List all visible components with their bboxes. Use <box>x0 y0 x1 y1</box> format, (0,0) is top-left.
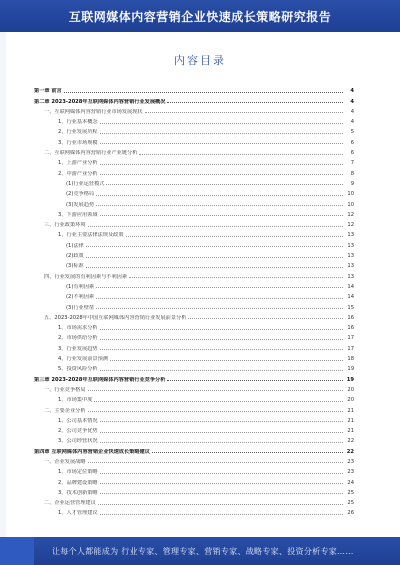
toc-entry-title: 3、技术创新策略 <box>58 489 98 496</box>
toc-entry[interactable] <box>34 506 354 516</box>
toc-leader-dots <box>86 257 343 258</box>
toc-entry[interactable] <box>34 228 354 238</box>
toc-entry-page: 4 <box>350 88 354 95</box>
toc-entry-title: (3)发展趋势 <box>66 201 95 208</box>
toc-entry-page: 10 <box>347 191 354 198</box>
toc-entry-page: 10 <box>347 201 354 208</box>
toc-leader-dots <box>96 298 343 299</box>
toc-leader-dots <box>129 277 343 278</box>
toc-entry-title: (1)行业运营模式 <box>66 180 105 187</box>
toc-entry[interactable] <box>34 331 354 341</box>
toc-entry-title: 2、行业发展历程 <box>58 129 98 136</box>
toc-leader-dots <box>100 483 343 484</box>
toc-entry-page: 23 <box>347 458 354 465</box>
toc-entry-page: 13 <box>347 232 354 239</box>
toc-entry[interactable] <box>34 465 354 475</box>
toc-entry-page: 13 <box>347 242 354 249</box>
toc-entry-page: 6 <box>350 139 354 146</box>
toc-entry-page: 16 <box>347 314 354 321</box>
toc-entry[interactable] <box>34 197 354 207</box>
toc-entry-page: 4 <box>350 119 354 126</box>
toc-entry[interactable] <box>34 455 354 465</box>
toc-leader-dots <box>126 236 343 237</box>
toc-leader-dots <box>100 442 343 443</box>
report-header <box>0 0 400 32</box>
toc-entry-page: 24 <box>347 479 354 486</box>
toc-entry-page: 13 <box>347 263 354 270</box>
toc-entry[interactable] <box>34 249 354 259</box>
toc-entry-title: (2)政策 <box>66 253 84 260</box>
toc-entry[interactable] <box>34 341 354 351</box>
toc-entry-title: 3、行业市场规模 <box>58 139 98 146</box>
toc-leader-dots <box>100 123 343 124</box>
toc-leader-dots <box>167 102 343 103</box>
toc-entry-title: 5、投资风险分析 <box>58 366 98 373</box>
toc-entry[interactable] <box>34 444 354 454</box>
toc-leader-dots <box>100 493 343 494</box>
toc-entry-page: 12 <box>347 211 354 218</box>
toc-entry-page: 25 <box>347 489 354 496</box>
toc-entry-title: 第二章 2023-2028年互联网媒体内容营销行业发展概况 <box>34 98 166 105</box>
toc-entry-title: 2、市场供给分析 <box>58 335 98 342</box>
toc-entry-page: 22 <box>347 438 354 445</box>
toc-entry-page: 23 <box>347 469 354 476</box>
toc-entry-title: 二、主要企业分析 <box>44 407 86 414</box>
toc-entry[interactable] <box>34 414 354 424</box>
toc-entry-title: 一、行业竞争格局 <box>44 386 86 393</box>
toc-entry[interactable] <box>34 208 354 218</box>
toc-leader-dots <box>98 504 343 505</box>
toc-entry[interactable] <box>34 424 354 434</box>
report-title: 互联网媒体内容营销企业快速成长策略研究报告 <box>68 9 332 24</box>
toc-leader-dots <box>100 339 343 340</box>
toc-entry-page: 20 <box>347 397 354 404</box>
toc-entry-title: 二、互联网媒体内容营销行业产业链分析 <box>44 150 138 157</box>
toc-leader-dots <box>96 205 343 206</box>
toc-leader-dots <box>110 360 343 361</box>
toc-entry-title: 1、人才管理建议 <box>58 510 98 517</box>
toc-entry-page: 14 <box>347 283 354 290</box>
toc-entry[interactable] <box>34 300 354 310</box>
toc-entry-page: 21 <box>347 407 354 414</box>
toc-entry-title: 二、企业运营管理建议 <box>44 500 96 507</box>
toc-leader-dots <box>145 112 343 113</box>
toc-entry-page: 19 <box>346 376 354 383</box>
toc-leader-dots <box>100 133 343 134</box>
toc-entry-page: 8 <box>350 170 354 177</box>
toc-leader-dots <box>100 215 343 216</box>
toc-entry-title: 2、品牌建设策略 <box>58 479 98 486</box>
toc-leader-dots <box>94 401 343 402</box>
toc-entry-title: (3)行业壁垒 <box>66 304 95 311</box>
toc-entry[interactable] <box>34 393 354 403</box>
toc-entry-title: 一、互联网媒体内容营销行业市场发展现状 <box>44 108 143 115</box>
toc-entry-title: 1、行业基本概念 <box>58 119 98 126</box>
toc-entry[interactable] <box>34 156 354 166</box>
toc-entry[interactable] <box>34 290 354 300</box>
toc-entry-title: 1、市场集中度 <box>58 397 93 404</box>
toc-entry-page: 19 <box>347 366 354 373</box>
toc-entry[interactable] <box>34 115 354 125</box>
toc-entry-title: 五、2023-2028年中国互联网媒体内容营销行业发展前景分析 <box>44 314 187 321</box>
toc-entry-title: 三、行业政策环境 <box>44 222 86 229</box>
toc-entry-page: 17 <box>347 335 354 342</box>
toc-leader-dots <box>100 514 343 515</box>
toc-leader-dots <box>100 432 343 433</box>
toc-entry-page: 4 <box>350 108 354 115</box>
toc-entry[interactable] <box>34 84 354 94</box>
toc-entry-page: 17 <box>347 345 354 352</box>
toc-entry[interactable] <box>34 496 354 506</box>
toc-leader-dots <box>100 174 343 175</box>
toc-leader-dots <box>64 92 343 93</box>
toc-entry-page: 25 <box>347 500 354 507</box>
toc-entry[interactable] <box>34 166 354 176</box>
toc-leader-dots <box>139 154 343 155</box>
toc-entry-title: 四、行业发展的有利因素与不利因素 <box>44 273 128 280</box>
toc-entry[interactable] <box>34 187 354 197</box>
toc-leader-dots <box>100 164 343 165</box>
toc-entry[interactable] <box>34 177 354 187</box>
toc-entry-page: 21 <box>347 417 354 424</box>
toc-entry[interactable] <box>34 280 354 290</box>
toc-entry[interactable] <box>34 269 354 279</box>
toc-entry-title: 3、行业发展趋势 <box>58 345 98 352</box>
toc-entry-page: 21 <box>347 428 354 435</box>
toc-entry-title: (2)不利因素 <box>66 294 95 301</box>
footer-accent-block <box>0 537 34 565</box>
toc-entry-title: (1)法律 <box>66 242 84 249</box>
toc-entry[interactable] <box>34 259 354 269</box>
toc-entry[interactable] <box>34 238 354 248</box>
toc-leader-dots <box>100 349 343 350</box>
toc-entry[interactable] <box>34 311 354 321</box>
toc-entry-title: 2、公司竞争优势 <box>58 428 98 435</box>
toc-leader-dots <box>96 195 343 196</box>
toc-leader-dots <box>96 287 343 288</box>
toc-entry-title: (3)标准 <box>66 263 84 270</box>
report-footer <box>0 537 400 565</box>
toc-entry-page: 7 <box>350 160 354 167</box>
toc-leader-dots <box>100 370 343 371</box>
toc-entry[interactable] <box>34 383 354 393</box>
toc-heading: 内容目录 <box>174 54 226 67</box>
toc-entry[interactable] <box>34 372 354 382</box>
toc-leader-dots <box>96 308 343 309</box>
toc-entry[interactable] <box>34 403 354 413</box>
toc-entry-title: 3、公司经营状况 <box>58 438 98 445</box>
toc-entry-page: 16 <box>347 325 354 332</box>
toc-entry-page: 15 <box>347 304 354 311</box>
toc-entry-page: 26 <box>347 510 354 517</box>
toc-entry[interactable] <box>34 434 354 444</box>
toc-entry-page: 18 <box>347 356 354 363</box>
toc-leader-dots <box>88 390 343 391</box>
toc-entry-title: (1)有利因素 <box>66 283 95 290</box>
toc-entry-page: 20 <box>347 386 354 393</box>
toc-entry-title: (2)竞争格局 <box>66 191 95 198</box>
toc-entry-title: 1、市场需求分析 <box>58 325 98 332</box>
toc-entry-title: 1、行业主要法律法规及政策 <box>58 232 124 239</box>
toc-entry-page: 22 <box>346 448 354 455</box>
toc-entry-title: 2、中游产业分析 <box>58 170 98 177</box>
toc-entry[interactable] <box>34 218 354 228</box>
toc-leader-dots <box>86 267 343 268</box>
toc-entry-page: 5 <box>350 129 354 136</box>
toc-leader-dots <box>88 462 343 463</box>
toc-entry-page: 14 <box>347 294 354 301</box>
toc-entry-title: 1、上游产业分析 <box>58 160 98 167</box>
toc-entry[interactable] <box>34 135 354 145</box>
toc-entry[interactable] <box>34 486 354 496</box>
left-margin-band <box>0 32 6 537</box>
toc-leader-dots <box>86 246 343 247</box>
toc-leader-dots <box>152 452 343 453</box>
toc-entry-title: 一、企业发展战略 <box>44 458 86 465</box>
toc-entry-title: 第一章 前言 <box>34 88 62 95</box>
toc-entry[interactable] <box>34 125 354 135</box>
toc-leader-dots <box>100 421 343 422</box>
toc-entry[interactable] <box>34 94 354 104</box>
toc-entry-page: 4 <box>350 98 354 105</box>
toc-entry-page: 13 <box>347 273 354 280</box>
table-of-contents <box>34 84 354 516</box>
toc-entry[interactable] <box>34 352 354 362</box>
toc-leader-dots <box>167 380 343 381</box>
toc-leader-dots <box>188 318 343 319</box>
toc-entry-page: 12 <box>347 222 354 229</box>
toc-entry-title: 1、市场定位策略 <box>58 469 98 476</box>
toc-entry-page: 6 <box>350 150 354 157</box>
toc-leader-dots <box>100 473 343 474</box>
toc-entry-title: 3、下游应用领域 <box>58 211 98 218</box>
toc-entry-page: 13 <box>347 253 354 260</box>
toc-leader-dots <box>88 226 343 227</box>
toc-entry[interactable] <box>34 105 354 115</box>
footer-slogan: 让每个人都能成为 行业专家、管理专家、营销专家、战略专家、投资分析专家…… <box>52 546 354 556</box>
toc-entry[interactable] <box>34 146 354 156</box>
toc-entry-page: 9 <box>350 180 354 187</box>
toc-entry-title: 1、公司基本情况 <box>58 417 98 424</box>
toc-entry-title: 第三章 2023-2028年互联网媒体内容营销行业竞争分析 <box>34 376 166 383</box>
toc-entry-title: 第四章 互联网媒体内容营销企业快速成长策略建议 <box>34 448 150 455</box>
toc-leader-dots <box>106 184 343 185</box>
toc-leader-dots <box>88 411 343 412</box>
toc-entry[interactable] <box>34 321 354 331</box>
toc-entry[interactable] <box>34 362 354 372</box>
toc-leader-dots <box>100 329 343 330</box>
toc-entry[interactable] <box>34 475 354 485</box>
toc-entry-title: 4、行业发展前景预测 <box>58 356 108 363</box>
toc-leader-dots <box>100 143 343 144</box>
